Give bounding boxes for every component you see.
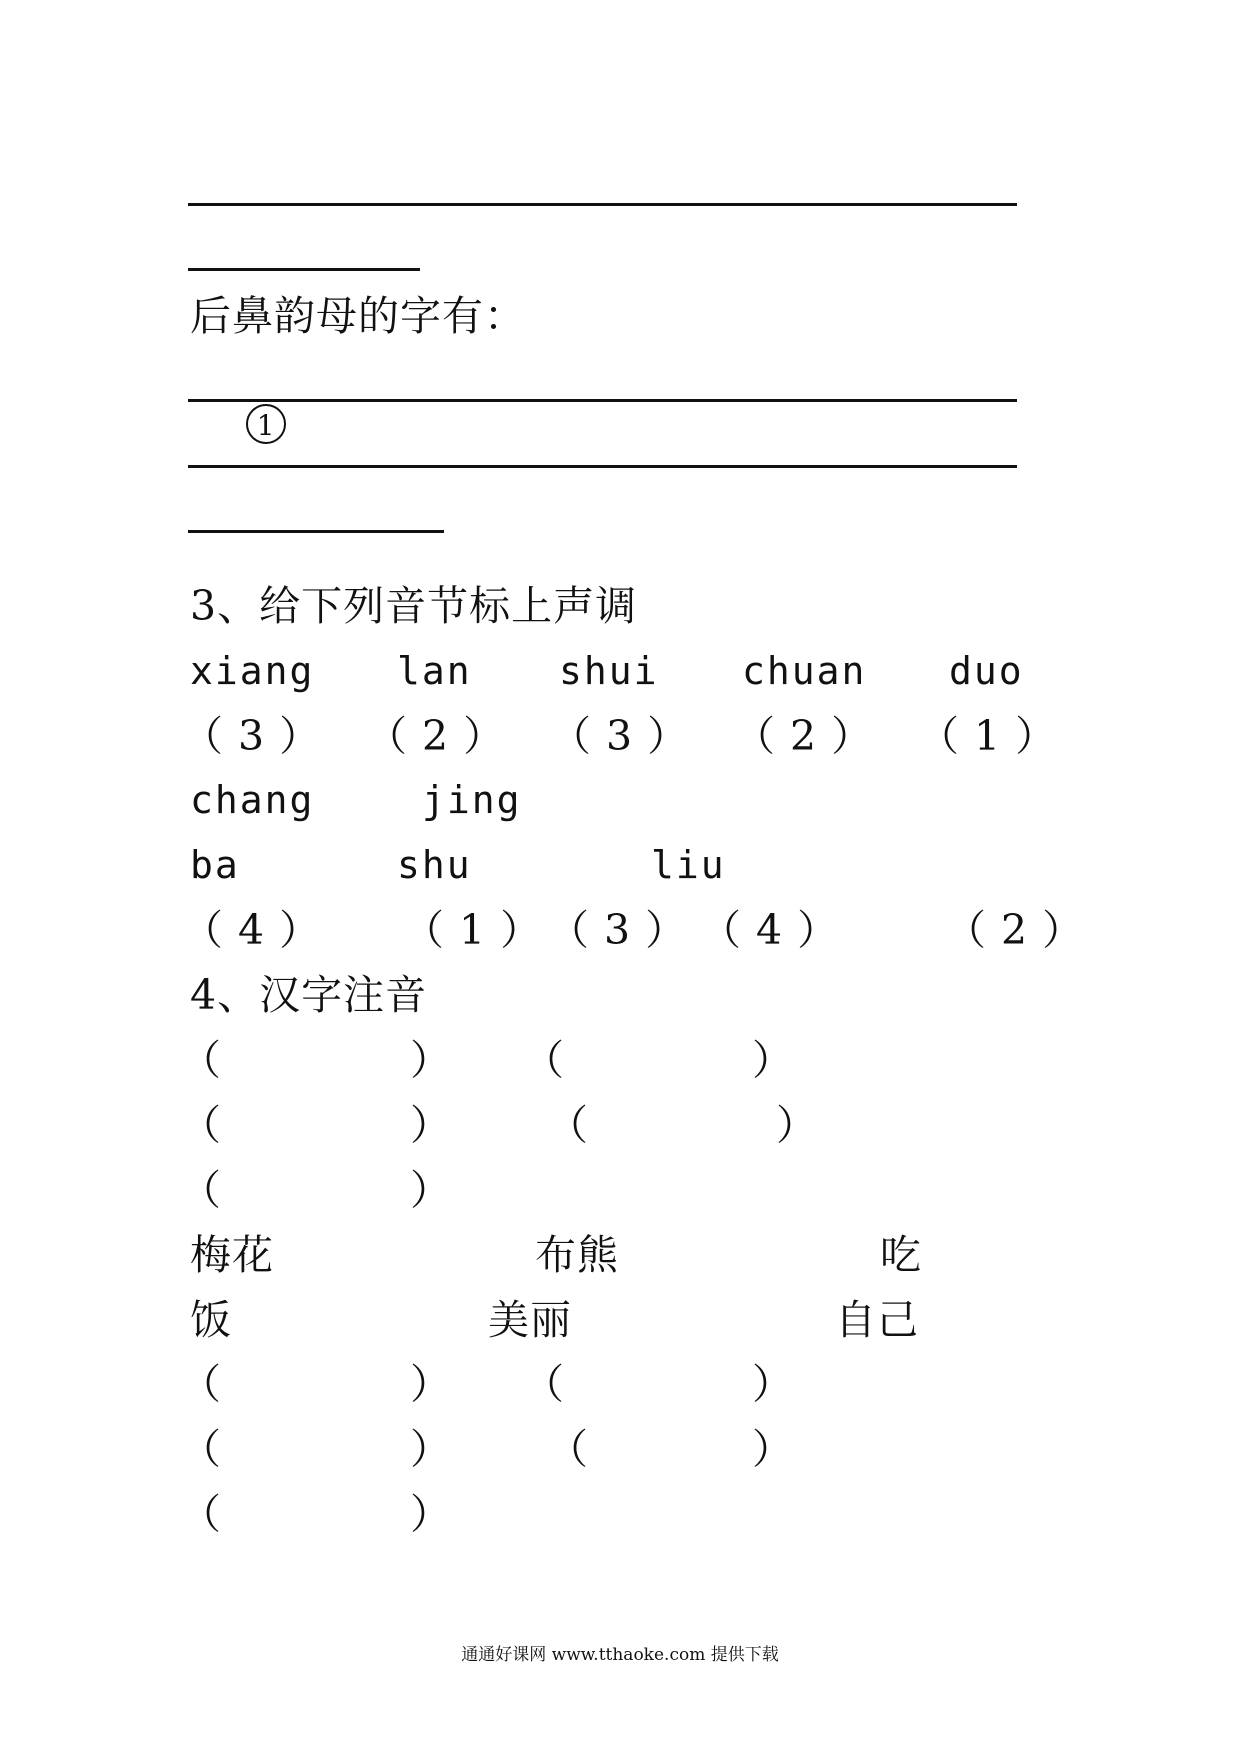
tone-answer: （ 4 ）	[182, 906, 322, 954]
chinese-word: 饭	[190, 1296, 232, 1344]
paren-open: （	[523, 1360, 565, 1408]
section-label: 后鼻韵母的字有：	[190, 292, 526, 340]
syllable: lan	[397, 649, 472, 693]
paren-close: ）	[410, 1490, 452, 1538]
chinese-word: 布熊	[535, 1231, 619, 1279]
answer-line	[188, 530, 444, 533]
paren-open: （	[180, 1101, 222, 1149]
syllable: chang	[190, 778, 315, 822]
paren-open: （	[547, 1101, 589, 1149]
syllable: ba	[190, 843, 240, 887]
paren-open: （	[180, 1360, 222, 1408]
circled-number-text: 1	[246, 404, 286, 444]
tone-answer: （ 3 ）	[550, 712, 690, 760]
tone-answer: （ 2 ）	[366, 712, 506, 760]
chinese-word: 吃	[880, 1231, 922, 1279]
paren-open: （	[180, 1036, 222, 1084]
tone-answer: （ 1 ）	[403, 906, 543, 954]
tone-answer: （ 2 ）	[734, 712, 874, 760]
syllable: shu	[397, 843, 472, 887]
paren-close: ）	[410, 1360, 452, 1408]
tone-answer: （ 2 ）	[945, 906, 1085, 954]
answer-line	[188, 465, 1017, 468]
answer-line	[188, 268, 420, 271]
tone-answer: （ 3 ）	[182, 712, 322, 760]
paren-open: （	[180, 1490, 222, 1538]
syllable: liu	[651, 843, 726, 887]
syllable: duo	[949, 649, 1024, 693]
paren-close: ）	[410, 1166, 452, 1214]
paren-close: ）	[752, 1036, 794, 1084]
chinese-word: 梅花	[190, 1231, 274, 1279]
answer-line	[188, 399, 1017, 402]
paren-close: ）	[752, 1425, 794, 1473]
paren-close: ）	[752, 1360, 794, 1408]
tone-answer: （ 1 ）	[918, 712, 1058, 760]
paren-close: ）	[776, 1101, 818, 1149]
syllable: xiang	[190, 649, 315, 693]
paren-close: ）	[410, 1425, 452, 1473]
question-4-title: 4、汉字注音	[190, 971, 428, 1019]
paren-open: （	[523, 1036, 565, 1084]
page-footer: 通通好课网 www.tthaoke.com 提供下载	[461, 1645, 779, 1665]
paren-close: ）	[410, 1101, 452, 1149]
syllable: jing	[422, 778, 522, 822]
tone-answer: （ 3 ）	[548, 906, 688, 954]
paren-open: （	[547, 1425, 589, 1473]
chinese-word: 自己	[835, 1296, 919, 1344]
syllable: shui	[559, 649, 659, 693]
paren-open: （	[180, 1425, 222, 1473]
syllable: chuan	[742, 649, 867, 693]
tone-answer: （ 4 ）	[700, 906, 840, 954]
paren-open: （	[180, 1166, 222, 1214]
answer-line	[188, 203, 1017, 206]
paren-close: ）	[410, 1036, 452, 1084]
chinese-word: 美丽	[488, 1296, 572, 1344]
question-3-title: 3、给下列音节标上声调	[190, 582, 638, 630]
